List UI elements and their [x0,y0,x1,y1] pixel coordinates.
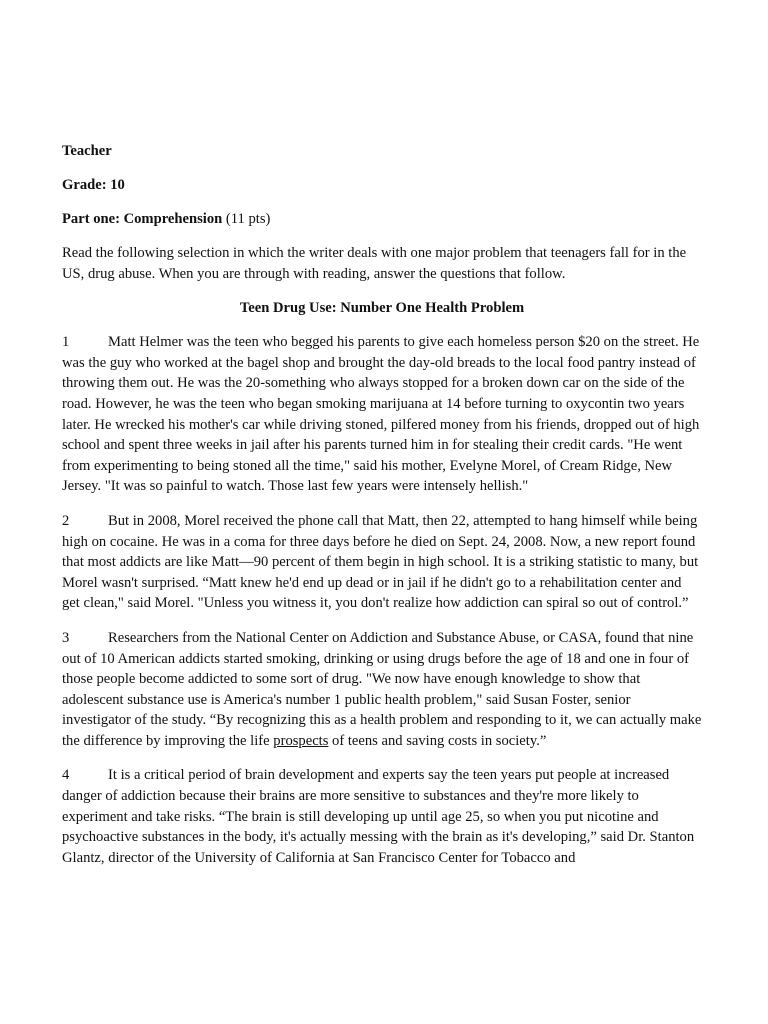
paragraph-text-end: of teens and saving costs in society.” [328,732,547,749]
paragraph-1 [62,332,702,497]
paragraph-4 [62,765,702,868]
paragraph-number: 1 [62,334,70,351]
paragraph-number: 3 [62,629,70,646]
part-points: (11 pts) [222,211,271,227]
article-title: Teen Drug Use: Number One Health Problem [239,300,525,317]
part-title: Part one: Comprehension [62,211,223,227]
paragraph-text: Matt Helmer was the teen who begged his parents to give each homeless person $20 on the street. He was the guy who worked at the bagel shop and brought the day-old breads to the local food pantry instead of throwing them out. He was the 20-something who always stopped for a broken down car on the side of the road. However, he was the teen who began smoking marijuana at 14 before turning to oxycontin two years later. He wrecked his mother's car while driving stoned, pilfered money from his friends, dropped out of high school and spent three weeks in jail after his parents turned him in for stealing their credit cards. "He went from experimenting to being stoned all the time," said his mother, Evelyne Morel, of Cream Ridge, New Jersey. "It was so painful to watch. Those last few years were intensely hellish." [62,334,700,495]
instructions: Read the following selection in which the writer deals with one major problem that teenagers fall for in the US, drug abuse. When you are through with reading, answer the questions that follow. [62,245,687,282]
part-heading [62,209,702,229]
paragraph-3 [62,628,702,752]
teacher-label: Teacher [62,143,112,159]
underlined-word: prospects [273,732,329,749]
paragraph-2 [62,511,702,614]
document-page [62,141,702,868]
paragraph-number: 2 [62,512,70,529]
paragraph-text: It is a critical period of brain development and experts say the teen years put people at increased danger of addiction because their brains are more sensitive to substances and they're more likely to experiment and take risks. “The brain is still developing up until age 25, so when you put nicotine and psychoactive substances in the body, it's actually messing with the brain as it's developing,” said Dr. Stanton Glantz, director of the University of California at San Francisco Center for Tobacco and [62,767,695,866]
grade-label: Grade: 10 [62,177,125,193]
paragraph-text: Researchers from the National Center on Addiction and Substance Abuse, or CASA, found that nine out of 10 American addicts started smoking, drinking or using drugs before the age of 18 and one in four of those people become addicted to some sort of drug. "We now have enough knowledge to show that adolescent substance use is America's number 1 public health problem," said Susan Foster, senior investigator of the study. “By recognizing this as a health problem and responding to it, we can actually make the difference by improving the life [62,629,702,749]
paragraph-text: But in 2008, Morel received the phone call that Matt, then 22, attempted to hang himself while being high on cocaine. He was in a coma for three days before he died on Sept. 24, 2008. Now, a new report found that most addicts are like Matt—90 percent of them begin in high school. It is a striking statistic to many, but Morel wasn't surprised. “Matt knew he'd end up dead or in jail if he didn't go to a rehabilitation center and get clean," said Morel. "Unless you witness it, you don't realize how addiction can spiral so out of control.” [62,512,699,612]
paragraph-number: 4 [62,767,70,784]
